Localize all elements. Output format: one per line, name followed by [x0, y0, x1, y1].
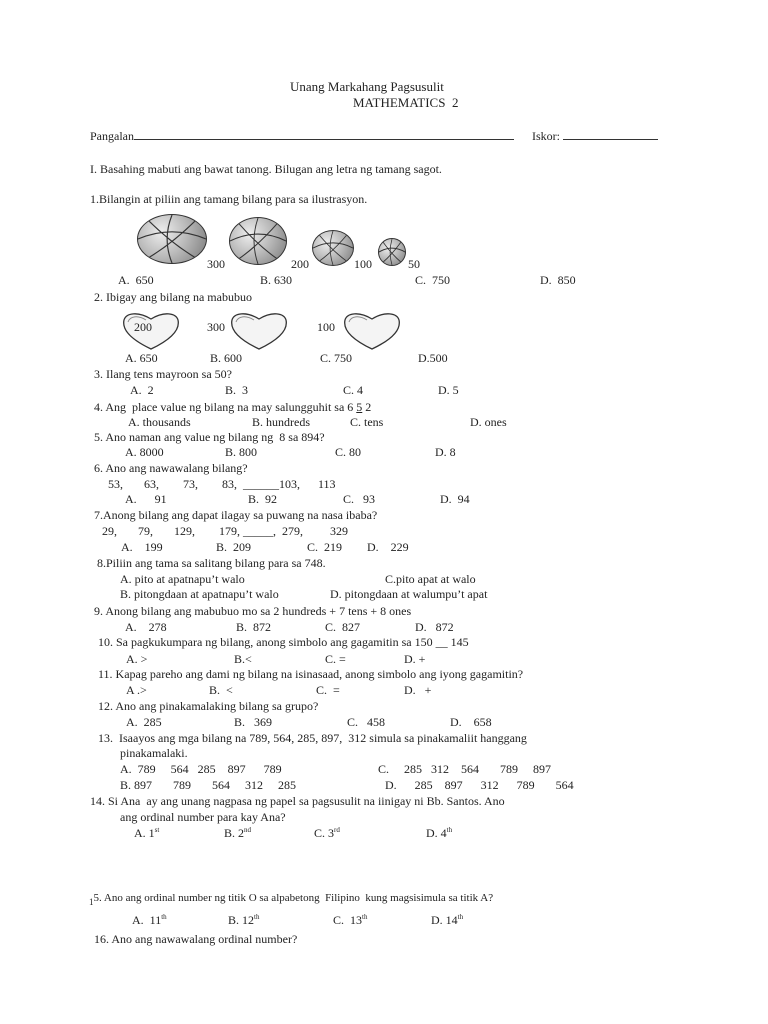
q2-text: 2. Ibigay ang bilang na mabubuo — [94, 290, 252, 304]
q11-choice-d[interactable]: D. + — [404, 683, 432, 697]
q13-choice-a[interactable]: A. 789 564 285 897 789 — [120, 762, 282, 776]
q14-choice-d[interactable]: D. 4th — [426, 826, 453, 840]
q15-choice-c[interactable]: C. 13th — [333, 913, 368, 927]
heart-image — [338, 311, 406, 351]
name-label: Pangalan — [90, 129, 134, 143]
score-blank[interactable] — [563, 128, 658, 140]
q4-choice-c[interactable]: C. tens — [350, 415, 384, 429]
q11-text: 11. Kapag pareho ang dami ng bilang na isinasaad, anong simbolo ang iyong gagamitin? — [98, 667, 524, 681]
heart-label: 100 — [317, 320, 335, 334]
q13-choice-d[interactable]: D. 285 897 312 789 564 — [385, 778, 574, 792]
q16-text: 16. Ano ang nawawalang ordinal number? — [94, 932, 298, 946]
q7-choice-c[interactable]: C. 219 — [307, 540, 343, 554]
q5-choice-b[interactable]: B. 800 — [225, 445, 258, 459]
instruction: I. Basahing mabuti ang bawat tanong. Bilugan ang letra ng tamang sagot. — [90, 162, 442, 176]
q10-choice-c[interactable]: C. = — [325, 652, 346, 666]
q8-choice-b[interactable]: B. pitongdaan at apatnapu’t walo — [120, 587, 279, 601]
q10-text: 10. Sa pagkukumpara ng bilang, anong simbolo ang gagamitin sa 150 __ 145 — [98, 635, 469, 649]
q3-text: 3. Ilang tens mayroon sa 50? — [94, 367, 232, 381]
q8-text: 8.Piliin ang tama sa salitang bilang para sa 748. — [97, 556, 326, 570]
q10-choice-d[interactable]: D. + — [404, 652, 426, 666]
q7-choice-a[interactable]: A. 199 — [121, 540, 163, 554]
q5-choice-a[interactable]: A. 8000 — [125, 445, 164, 459]
q14-choice-b[interactable]: B. 2nd — [224, 826, 252, 840]
q2-choice-a[interactable]: A. 650 — [125, 351, 158, 365]
q5-choice-d[interactable]: D. 8 — [435, 445, 456, 459]
q5-text: 5. Ano naman ang value ng bilang ng 8 sa 894? — [94, 430, 325, 444]
basketball-image — [378, 238, 406, 266]
ball-label: 200 — [291, 257, 309, 271]
test-title: Unang Markahang Pagsusulit — [290, 79, 444, 94]
heart-image — [226, 311, 292, 351]
q12-choice-a[interactable]: A. 285 — [126, 715, 162, 729]
q1-text: 1.Bilangin at piliin ang tamang bilang para sa ilustrasyon. — [90, 192, 368, 206]
q11-choice-a[interactable]: A .> — [126, 683, 147, 697]
q11-choice-c[interactable]: C. = — [316, 683, 340, 697]
heart-label: 200 — [134, 320, 152, 334]
q13-text-2: pinakamalaki. — [120, 746, 188, 760]
q3-choice-a[interactable]: A. 2 — [130, 383, 154, 397]
q2-choice-c[interactable]: C. 750 — [320, 351, 353, 365]
q8-choice-c[interactable]: C.pito apat at walo — [385, 572, 476, 586]
basketball-image — [312, 230, 354, 266]
basketball-image — [229, 217, 287, 265]
q1-choice-c[interactable]: C. 750 — [415, 273, 451, 287]
q13-choice-b[interactable]: B. 897 789 564 312 285 — [120, 778, 297, 792]
q7-sequence: 29, 79, 129, 179, _____, 279, 329 — [102, 524, 348, 538]
q12-text: 12. Ano ang pinakamalaking bilang sa grupo? — [98, 699, 319, 713]
q4-choice-b[interactable]: B. hundreds — [252, 415, 310, 429]
q9-text: 9. Anong bilang ang mabubuo mo sa 2 hundreds + 7 tens + 8 ones — [94, 604, 412, 618]
q9-choice-b[interactable]: B. 872 — [236, 620, 272, 634]
q6-choice-a[interactable]: A. 91 — [125, 492, 167, 506]
q4-choice-d[interactable]: D. ones — [470, 415, 507, 429]
q7-choice-b[interactable]: B. 209 — [216, 540, 252, 554]
q15-choice-a[interactable]: A. 11th — [132, 913, 167, 927]
q10-choice-b[interactable]: B.< — [234, 652, 252, 666]
q1-choice-d[interactable]: D. 850 — [540, 273, 576, 287]
q15-text — [89, 890, 493, 905]
ball-label: 300 — [207, 257, 225, 271]
q12-choice-b[interactable]: B. 369 — [234, 715, 273, 729]
q7-choice-d[interactable]: D. 229 — [367, 540, 409, 554]
q7-text: 7.Anong bilang ang dapat ilagay sa puwang na nasa ibaba? — [94, 508, 378, 522]
q13-text: 13. Isaayos ang mga bilang na 789, 564, 285, 897, 312 simula sa pinakamaliit hanggang — [98, 731, 527, 745]
q4-text — [94, 400, 371, 414]
q6-text: 6. Ano ang nawawalang bilang? — [94, 461, 248, 475]
q6-choice-b[interactable]: B. 92 — [248, 492, 278, 506]
q1-choice-a[interactable]: A. 650 — [118, 273, 154, 287]
q8-choice-a[interactable]: A. pito at apatnapu’t walo — [120, 572, 245, 586]
q13-choice-c[interactable]: C. 285 312 564 789 897 — [378, 762, 552, 776]
q2-choice-d[interactable]: D.500 — [418, 351, 448, 365]
q6-sequence: 53, 63, 73, 83, ______103, 113 — [108, 477, 336, 491]
score-field[interactable] — [532, 128, 658, 143]
subject-title: MATHEMATICS 2 — [353, 95, 459, 110]
q10-choice-a[interactable]: A. > — [126, 652, 148, 666]
q9-choice-c[interactable]: C. 827 — [325, 620, 361, 634]
basketball-image — [137, 214, 207, 264]
q5-choice-c[interactable]: C. 80 — [335, 445, 362, 459]
q6-choice-c[interactable]: C. 93 — [343, 492, 376, 506]
heart-label: 300 — [207, 320, 225, 334]
q15-number-digit: 1 — [89, 897, 94, 907]
q4-choice-a[interactable]: A. thousands — [128, 415, 191, 429]
name-blank[interactable] — [134, 128, 514, 140]
q14-text: 14. Si Ana ay ang unang nagpasa ng papel sa pagsusulit na iinigay ni Bb. Santos. Ano — [90, 794, 505, 808]
q4-underlined-digit: 5 — [356, 400, 363, 414]
name-field[interactable] — [90, 128, 514, 143]
q4-text-a: 4. Ang place value ng bilang na may salungguhit sa 6 — [94, 400, 357, 414]
q14-choice-c[interactable]: C. 3rd — [314, 826, 340, 840]
q15-question: 5. Ano ang ordinal number ng titik O sa alpabetong Filipino kung magsisimula sa titik A? — [93, 892, 494, 904]
q15-choice-d[interactable]: D. 14th — [431, 913, 464, 927]
q9-choice-a[interactable]: A. 278 — [125, 620, 167, 634]
ball-label: 50 — [408, 257, 420, 271]
q15-choice-b[interactable]: B. 12th — [228, 913, 260, 927]
q1-choice-b[interactable]: B. 630 — [260, 273, 293, 287]
ball-label: 100 — [354, 257, 372, 271]
q14-choice-a[interactable]: A. 1st — [134, 826, 160, 840]
q12-choice-c[interactable]: C. 458 — [347, 715, 386, 729]
q4-text-b: 2 — [362, 400, 372, 414]
q14-text-2: ang ordinal number para kay Ana? — [120, 810, 286, 824]
q3-choice-b[interactable]: B. 3 — [225, 383, 249, 397]
q3-choice-d[interactable]: D. 5 — [438, 383, 459, 397]
q11-choice-b[interactable]: B. < — [209, 683, 233, 697]
q3-choice-c[interactable]: C. 4 — [343, 383, 364, 397]
q6-choice-d[interactable]: D. 94 — [440, 492, 470, 506]
q9-choice-d[interactable]: D. 872 — [415, 620, 454, 634]
q12-choice-d[interactable]: D. 658 — [450, 715, 492, 729]
score-label: Iskor: — [532, 129, 560, 143]
q2-choice-b[interactable]: B. 600 — [210, 351, 243, 365]
q8-choice-d[interactable]: D. pitongdaan at walumpu’t apat — [330, 587, 488, 601]
